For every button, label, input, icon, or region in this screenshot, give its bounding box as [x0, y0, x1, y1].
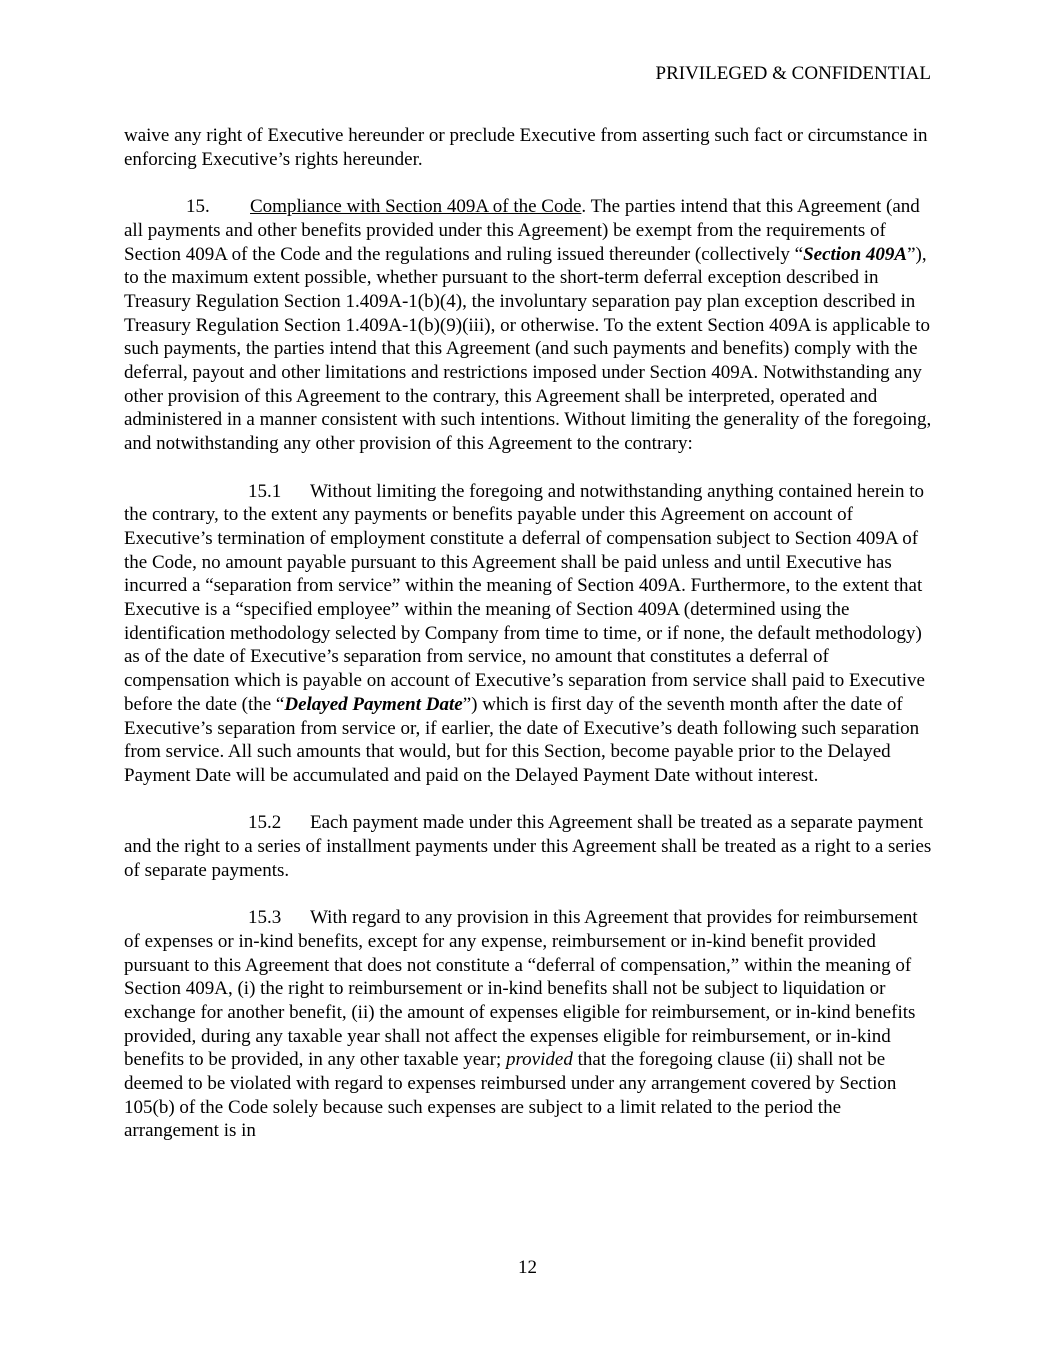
page-number: 12 — [518, 1257, 537, 1278]
section-15-text-b: ”), to the maximum extent possible, whether pursuant to the short-term deferral exception described in Treasury Regulation Section 1.409A-1(b)(4), the involuntary separation pay plan exception described in Treasury Regulation Section 1.409A-1(b)(9)(iii), or otherwise. To the extent Section 409A is applicable to such payments, the parties intend that this Agreement (and such payments and benefits) comply with the deferral, payout and other limitations and restrictions imposed under Section 409A. Notwithstanding any other provision of this Agreement to the contrary, this Agreement shall be interpreted, operated and administered in a manner consistent with such intentions. Without limiting the generality of the foregoing, and notwithstanding any other provision of this Agreement to the contrary: — [124, 243, 932, 455]
section-15-text-a: . The parties intend that this Agreement (and all payments and other benefits provided under this Agreement) be exempt from the requirements of Section 409A of the Code and the regulations and ruling issued thereunder (collectively “ — [124, 196, 920, 265]
section-15-2-paragraph — [124, 811, 936, 882]
document-body — [124, 124, 936, 1143]
section-15-paragraph — [124, 195, 936, 456]
section-15-number: 15. — [186, 196, 210, 218]
section-15-3-number: 15.3 — [248, 907, 282, 929]
section-15-1-text-a: Without limiting the foregoing and notwithstanding anything contained herein to the contrary, to the extent any payments or benefits payable under this Agreement on account of Executive’s termination of employment constitute a deferral of compensation subject to Section 409A of the Code, no amount payable pursuant to this Agreement shall be paid unless and until Executive has incurred a “separation from service” within the meaning of Section 409A. Furthermore, to the extent that Executive is a “specified employee” within the meaning of Section 409A (determined using the identification methodology selected by Company from time to time, or if none, the default methodology) as of the date of Executive’s separation from service, no amount that constitutes a deferral of compensation which is payable on account of Executive’s separation from service shall paid to Executive before the date (the “ — [124, 480, 925, 715]
intro-paragraph — [124, 124, 936, 171]
section-15-3-text-b: that the foregoing clause (ii) shall not be deemed to be violated with regard to expenses reimbursed under any arrangement covered by Section 105(b) of the Code solely because such expenses are subject to a limit related to the period the arrangement is in — [124, 1049, 897, 1142]
section-15-3-paragraph — [124, 906, 936, 1143]
section-15-heading: Compliance with Section 409A of the Code — [250, 196, 582, 218]
provided-italic-word: provided — [505, 1049, 573, 1071]
section-15-1-paragraph — [124, 480, 936, 788]
section-15-2-number: 15.2 — [248, 812, 282, 834]
section-15-1-number: 15.1 — [248, 480, 282, 502]
section-15-3-text-a: With regard to any provision in this Agreement that provides for reimbursement of expenses or in-kind benefits, except for any expense, reimbursement or in-kind benefit provided pursuant to this Agreement that does not constitute a “deferral of compensation,” within the meaning of Section 409A, (i) the right to reimbursement or in-kind benefits shall not be subject to liquidation or exchange for another benefit, (ii) the amount of expenses eligible for reimbursement, or in-kind benefits provided, during any taxable year shall not affect the expenses eligible for reimbursement, or in-kind benefits to be provided, in any other taxable year; — [124, 907, 918, 1071]
intro-text: waive any right of Executive hereunder or preclude Executive from asserting such fact or circumstance in enforcing Executive’s rights hereunder. — [124, 125, 928, 170]
delayed-payment-date-defined-term: Delayed Payment Date — [284, 693, 463, 715]
confidentiality-header: PRIVILEGED & CONFIDENTIAL — [655, 63, 931, 84]
section-409a-defined-term: Section 409A — [803, 243, 908, 265]
section-15-2-text: Each payment made under this Agreement shall be treated as a separate payment and the right to a series of installment payments under this Agreement shall be treated as a right to a series of separate payments. — [124, 812, 932, 881]
section-15-1-text-b: ”) which is first day of the seventh month after the date of Executive’s separation from service or, if earlier, the date of Executive’s death following such separation from service. All such amounts that would, but for this Section, become payable prior to the Delayed Payment Date will be accumulated and paid on the Delayed Payment Date without interest. — [124, 693, 920, 786]
